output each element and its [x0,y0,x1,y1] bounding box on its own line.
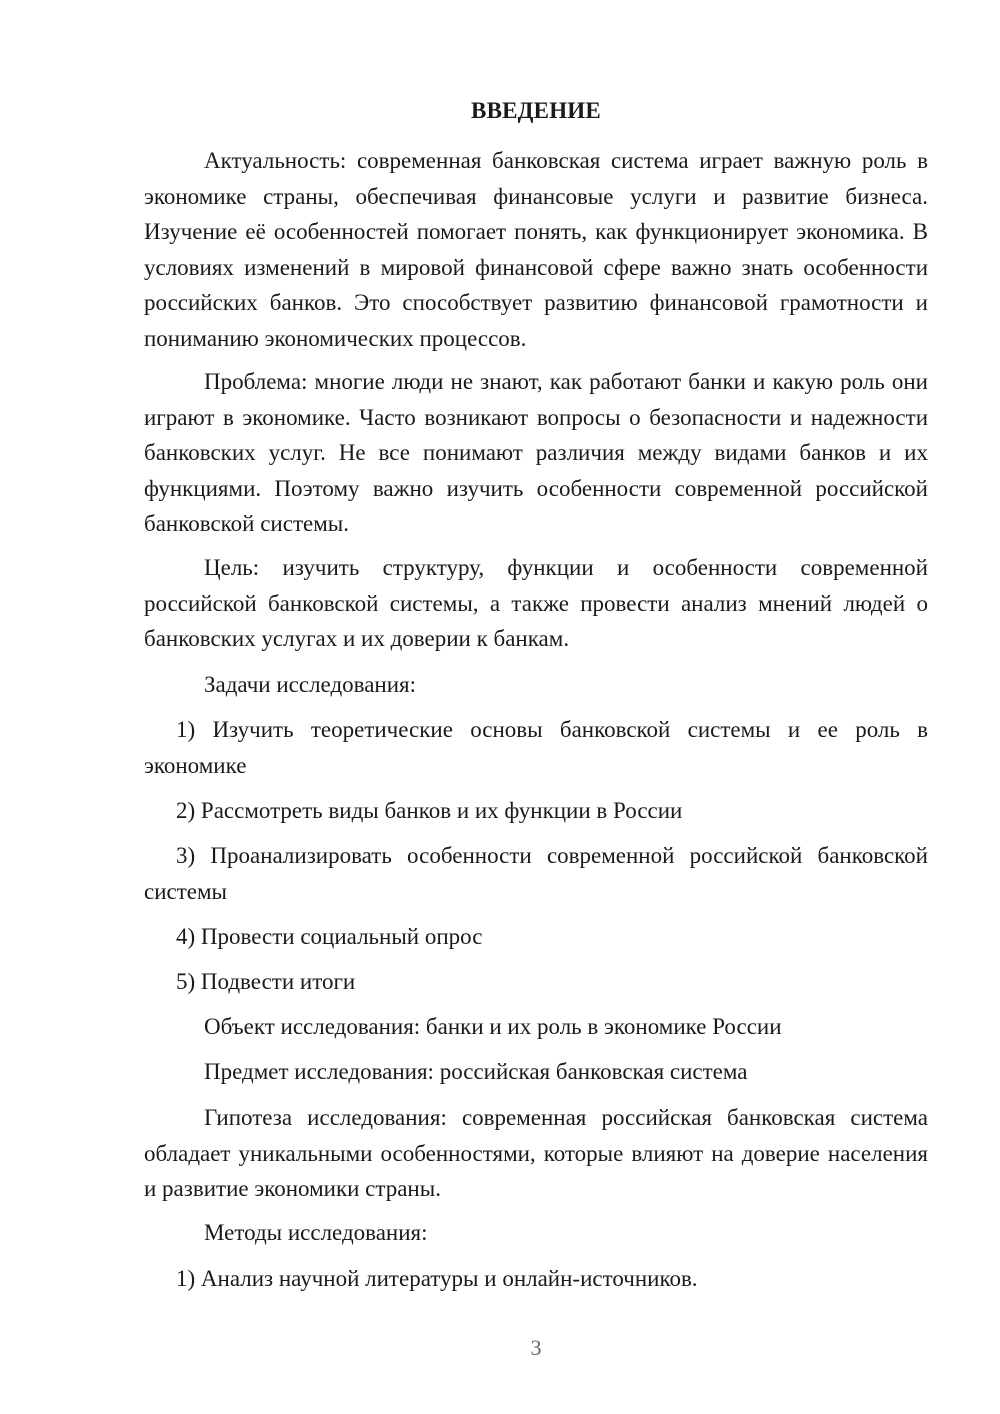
method-item-1: 1) Анализ научной литературы и онлайн-источников. [176,1266,698,1291]
hypothesis-paragraph: Гипотеза исследования: современная российская банковская система обладает уникальными особенностями, которые влияют на доверие населения и развитие экономики страны. [144,1105,928,1201]
tasks-heading: Задачи исследования: [204,672,417,697]
goal-paragraph: Цель: изучить структуру, функции и особенности современной российской банковской системы, а также провести анализ мнений людей о банковских услугах и их доверии к банкам. [144,555,928,651]
problem-paragraph: Проблема: многие люди не знают, как работают банки и какую роль они играют в экономике. Часто возникают вопросы о безопасности и надежности банковских услуг. Не все понимают различия между видами банков и их функциями. Поэтому важно изучить особенности современной российской банковской системы. [144,369,928,536]
task-item-1: 1) Изучить теоретические основы банковской системы и ее роль в экономике [144,717,928,778]
methods-heading: Методы исследования: [204,1220,428,1245]
subject-paragraph: Предмет исследования: российская банковская система [204,1059,748,1084]
section-heading: ВВЕДЕНИЕ [471,98,601,123]
task-item-2: 2) Рассмотреть виды банков и их функции в России [176,798,683,823]
task-item-3: 3) Проанализировать особенности современной российской банковской системы [144,843,928,904]
relevance-paragraph: Актуальность: современная банковская система играет важную роль в экономике страны, обеспечивая финансовые услуги и развитие бизнеса. Изучение её особенностей помогает понять, как функционирует экономика. В условиях изменений в мировой финансовой сфере важно знать особенности российских банков. Это способствует развитию финансовой грамотности и пониманию экономических процессов. [144,148,928,351]
object-paragraph: Объект исследования: банки и их роль в экономике России [204,1014,782,1039]
task-item-4: 4) Провести социальный опрос [176,924,483,949]
task-item-5: 5) Подвести итоги [176,969,356,994]
page-number: 3 [530,1335,542,1360]
document-page [144,0,928,1414]
